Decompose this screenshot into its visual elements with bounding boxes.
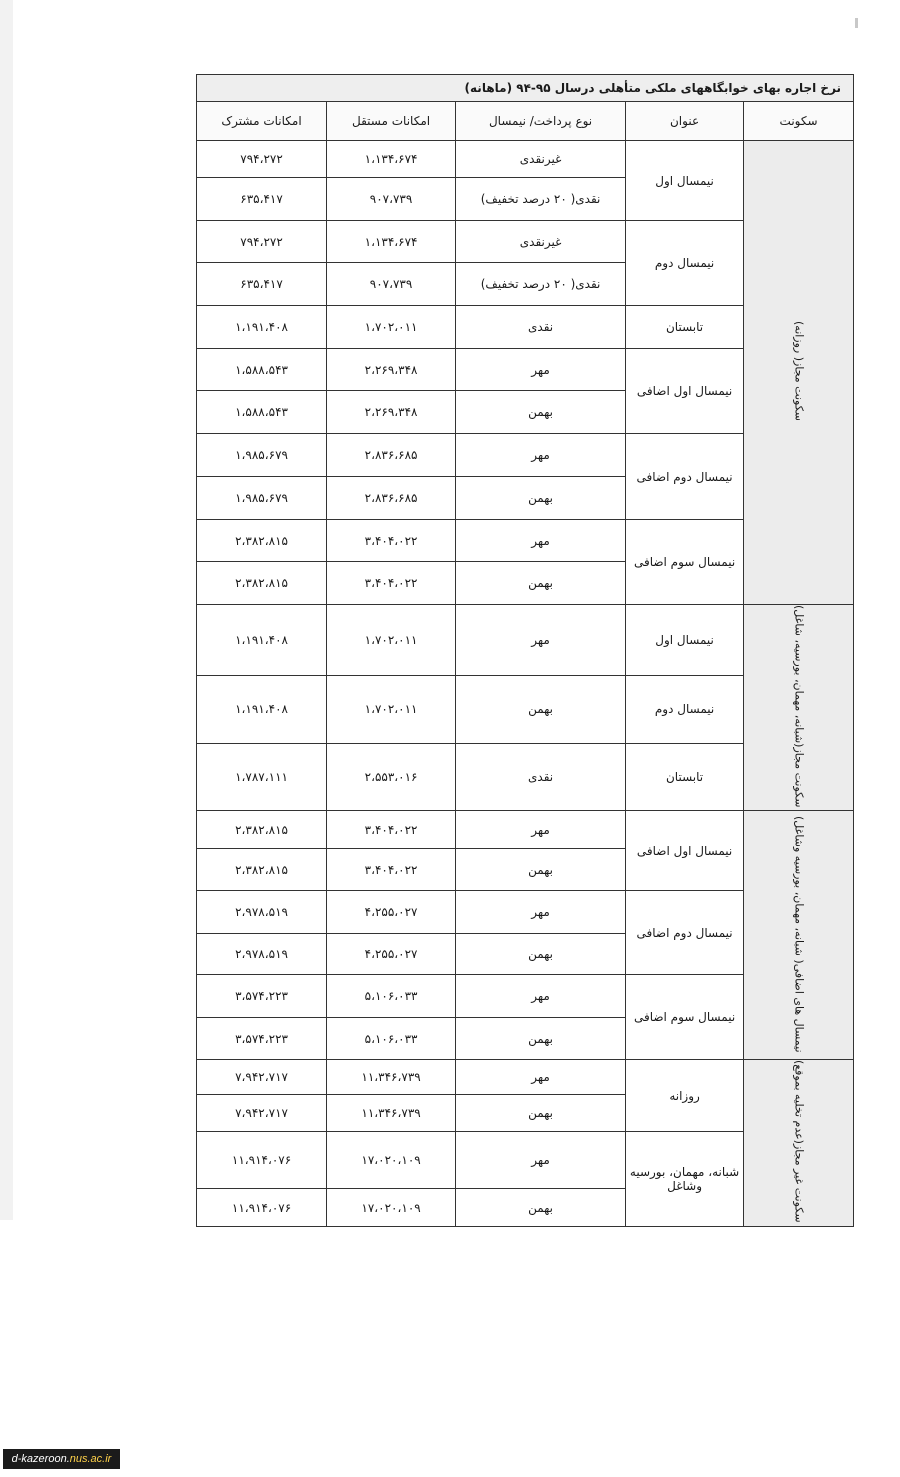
shared-cost-cell: ۲،۹۷۸،۵۱۹: [197, 934, 327, 975]
shared-cost-cell: ۱،۵۸۸،۵۴۳: [197, 349, 327, 391]
shared-cost-cell: ۷،۹۴۲،۷۱۷: [197, 1095, 327, 1132]
independent-cost-cell: ۱،۷۰۲،۰۱۱: [327, 605, 456, 676]
group-label: نیمسال دوم اضافی: [626, 891, 744, 975]
payment-type-cell: مهر: [456, 434, 626, 477]
shared-cost-cell: ۲،۳۸۲،۸۱۵: [197, 520, 327, 562]
independent-cost-cell: ۱۷،۰۲۰،۱۰۹: [327, 1132, 456, 1189]
header-mostaghel: امکانات مستقل: [327, 102, 456, 141]
section-label-text: نیمسال های اضافی( شبانه، مهمان، بورسیه وشاغل): [792, 815, 806, 1053]
independent-cost-cell: ۲،۸۳۶،۶۸۵: [327, 477, 456, 520]
payment-type-cell: بهمن: [456, 934, 626, 975]
shared-cost-cell: ۱۱،۹۱۴،۰۷۶: [197, 1189, 327, 1227]
header-pardakht: نوع پرداخت/ نیمسال: [456, 102, 626, 141]
table-title: نرخ اجاره بهای خوابگاههای ملکی متأهلی درسال ۹۵-۹۴ (ماهانه): [197, 75, 854, 102]
payment-type-cell: مهر: [456, 349, 626, 391]
group-label: تابستان: [626, 306, 744, 349]
shared-cost-cell: ۳،۵۷۴،۲۲۳: [197, 1018, 327, 1060]
table-row: [197, 605, 854, 676]
payment-type-cell: نقدی( ۲۰ درصد تخفیف): [456, 263, 626, 306]
section-label: [744, 141, 854, 605]
independent-cost-cell: ۱،۷۰۲،۰۱۱: [327, 306, 456, 349]
independent-cost-cell: ۵،۱۰۶،۰۳۳: [327, 975, 456, 1018]
independent-cost-cell: ۵،۱۰۶،۰۳۳: [327, 1018, 456, 1060]
independent-cost-cell: ۹۰۷،۷۳۹: [327, 178, 456, 221]
rent-rates-table: [196, 74, 854, 1227]
table-row: [197, 811, 854, 849]
section-label-text: سکونت غیر مجاز(عدم تخلیه بموقع): [792, 1060, 806, 1224]
group-label: شبانه، مهمان، بورسیه وشاغل: [626, 1132, 744, 1227]
independent-cost-cell: ۴،۲۵۵،۰۲۷: [327, 934, 456, 975]
site-logo: [3, 1449, 120, 1469]
section-label-text: سکونت مجاز( روزانه): [792, 320, 806, 422]
payment-type-cell: بهمن: [456, 391, 626, 434]
independent-cost-cell: ۳،۴۰۴،۰۲۲: [327, 811, 456, 849]
independent-cost-cell: ۲،۵۵۳،۰۱۶: [327, 743, 456, 811]
payment-type-cell: مهر: [456, 975, 626, 1018]
group-label: نیمسال دوم: [626, 676, 744, 744]
payment-type-cell: غیرنقدی: [456, 141, 626, 178]
payment-type-cell: مهر: [456, 1060, 626, 1095]
independent-cost-cell: ۱۱،۳۴۶،۷۳۹: [327, 1060, 456, 1095]
payment-type-cell: بهمن: [456, 477, 626, 520]
payment-type-cell: مهر: [456, 891, 626, 934]
site-logo-suffix: nus.ac.ir: [69, 1453, 112, 1465]
scan-edge: [0, 0, 13, 1220]
independent-cost-cell: ۱۱،۳۴۶،۷۳۹: [327, 1095, 456, 1132]
group-label: نیمسال دوم اضافی: [626, 434, 744, 520]
shared-cost-cell: ۷،۹۴۲،۷۱۷: [197, 1060, 327, 1095]
shared-cost-cell: ۱،۹۸۵،۶۷۹: [197, 434, 327, 477]
independent-cost-cell: ۲،۸۳۶،۶۸۵: [327, 434, 456, 477]
independent-cost-cell: ۱،۷۰۲،۰۱۱: [327, 676, 456, 744]
shared-cost-cell: ۱،۷۸۷،۱۱۱: [197, 743, 327, 811]
payment-type-cell: نقدی: [456, 743, 626, 811]
section-label: [744, 811, 854, 1060]
independent-cost-cell: ۳،۴۰۴،۰۲۲: [327, 520, 456, 562]
payment-type-cell: بهمن: [456, 1018, 626, 1060]
table-row: [197, 1060, 854, 1095]
group-label: نیمسال اول اضافی: [626, 811, 744, 891]
group-label: نیمسال سوم اضافی: [626, 520, 744, 605]
group-label: تابستان: [626, 743, 744, 811]
independent-cost-cell: ۹۰۷،۷۳۹: [327, 263, 456, 306]
group-label: نیمسال اول: [626, 141, 744, 221]
site-logo-prefix: d-kazeroon.: [11, 1453, 70, 1465]
payment-type-cell: مهر: [456, 520, 626, 562]
shared-cost-cell: ۲،۹۷۸،۵۱۹: [197, 891, 327, 934]
scan-speck: [855, 18, 858, 28]
shared-cost-cell: ۳،۵۷۴،۲۲۳: [197, 975, 327, 1018]
header-sokunat: سکونت: [744, 102, 854, 141]
shared-cost-cell: ۲،۳۸۲،۸۱۵: [197, 849, 327, 891]
shared-cost-cell: ۲،۳۸۲،۸۱۵: [197, 562, 327, 605]
group-label: روزانه: [626, 1060, 744, 1132]
payment-type-cell: مهر: [456, 811, 626, 849]
independent-cost-cell: ۱۷،۰۲۰،۱۰۹: [327, 1189, 456, 1227]
table-row: [197, 141, 854, 178]
shared-cost-cell: ۱،۱۹۱،۴۰۸: [197, 676, 327, 744]
independent-cost-cell: ۲،۲۶۹،۳۴۸: [327, 349, 456, 391]
group-label: نیمسال سوم اضافی: [626, 975, 744, 1060]
rate-rows: [197, 141, 854, 1227]
independent-cost-cell: ۱،۱۳۴،۶۷۴: [327, 141, 456, 178]
payment-type-cell: بهمن: [456, 1095, 626, 1132]
group-label: نیمسال اول: [626, 605, 744, 676]
independent-cost-cell: ۳،۴۰۴،۰۲۲: [327, 849, 456, 891]
payment-type-cell: مهر: [456, 605, 626, 676]
independent-cost-cell: ۴،۲۵۵،۰۲۷: [327, 891, 456, 934]
payment-type-cell: مهر: [456, 1132, 626, 1189]
shared-cost-cell: ۷۹۴،۲۷۲: [197, 221, 327, 263]
header-moshtarak: امکانات مشترک: [197, 102, 327, 141]
payment-type-cell: بهمن: [456, 676, 626, 744]
payment-type-cell: نقدی( ۲۰ درصد تخفیف): [456, 178, 626, 221]
group-label: نیمسال دوم: [626, 221, 744, 306]
independent-cost-cell: ۲،۲۶۹،۳۴۸: [327, 391, 456, 434]
payment-type-cell: بهمن: [456, 849, 626, 891]
header-onvan: عنوان: [626, 102, 744, 141]
payment-type-cell: غیرنقدی: [456, 221, 626, 263]
shared-cost-cell: ۱،۱۹۱،۴۰۸: [197, 306, 327, 349]
shared-cost-cell: ۱۱،۹۱۴،۰۷۶: [197, 1132, 327, 1189]
payment-type-cell: نقدی: [456, 306, 626, 349]
section-label: [744, 1060, 854, 1227]
shared-cost-cell: ۶۳۵،۴۱۷: [197, 178, 327, 221]
section-label: [744, 605, 854, 811]
shared-cost-cell: ۲،۳۸۲،۸۱۵: [197, 811, 327, 849]
shared-cost-cell: ۱،۵۸۸،۵۴۳: [197, 391, 327, 434]
group-label: نیمسال اول اضافی: [626, 349, 744, 434]
independent-cost-cell: ۱،۱۳۴،۶۷۴: [327, 221, 456, 263]
section-label-text: سکونت مجاز(شبانه، مهمان، بورسیه، شاغل): [792, 605, 806, 808]
payment-type-cell: بهمن: [456, 1189, 626, 1227]
independent-cost-cell: ۳،۴۰۴،۰۲۲: [327, 562, 456, 605]
shared-cost-cell: ۷۹۴،۲۷۲: [197, 141, 327, 178]
shared-cost-cell: ۱،۹۸۵،۶۷۹: [197, 477, 327, 520]
shared-cost-cell: ۶۳۵،۴۱۷: [197, 263, 327, 306]
payment-type-cell: بهمن: [456, 562, 626, 605]
shared-cost-cell: ۱،۱۹۱،۴۰۸: [197, 605, 327, 676]
